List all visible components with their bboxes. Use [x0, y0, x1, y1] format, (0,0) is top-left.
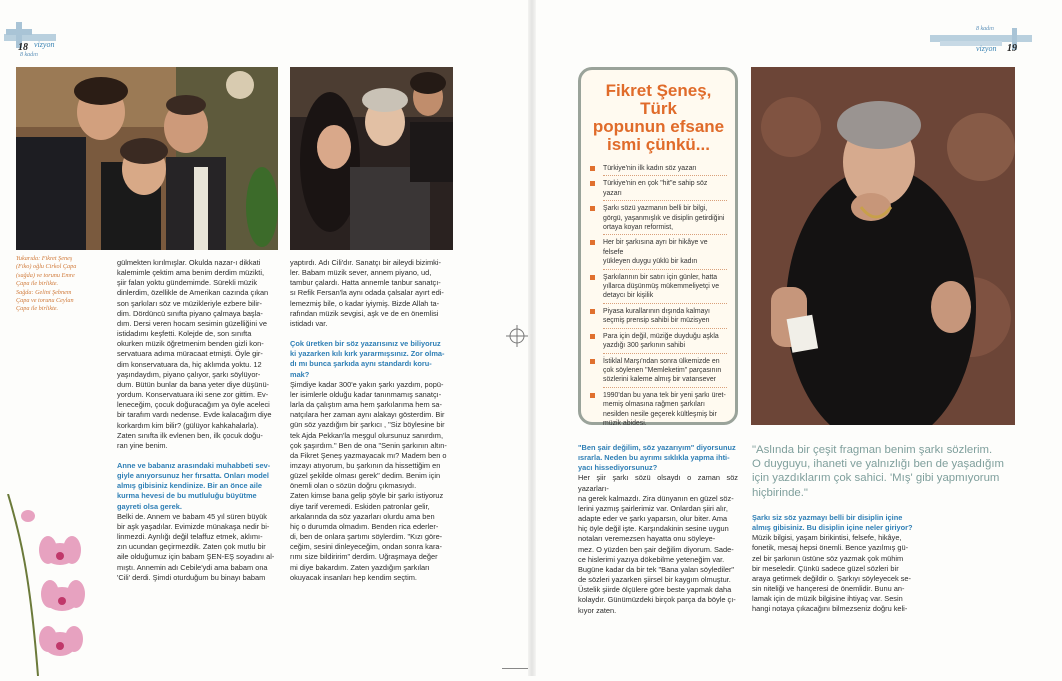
list-item: Şarkı sözü yazmanın belli bir bilgi, görgü, yaşanmışlık ve disiplin getirdiğini ortaya koyan reformist,: [590, 204, 727, 235]
interview-question: Anne ve babanız arasındaki muhabbeti sev- giyle anıyorsunuz her fırsatta. Onları model almış gibisiniz kendinize. Bir an önce aile kurma hevesi de bu mutluluğu büyütme gayreti olsa gerek.: [117, 460, 271, 511]
article-column-2: yaptırdı. Adı Cili'dır. Sanatçı bir aileydi bizimki- ler. Babam müzik sever, annem piyano, ud, tambur çalardı. Hatta annemle tanbur sanatçı- sı Refik Fersan'la aynı odada çalsalar ayırt edi- lemezmiş bile, o kadar iyiymiş. Bizde Allah ta- rafından müzik sevgisi, aşk ve de en önemlisi istidadı var. Çok üretken bir söz yazarısınız ve biliyoruz ki yazarken kılı kırk yararmışsınız. Zor olma- dı mı bunca şarkıda aynı standardı koru- mak? Şimdiye kadar 300'e yakın şarkı yazdım, popü- ler isimlerle olduğu kadar tanınmamış sanatçı- larla da çalıştım ama hem şarkılarıma hem sa- natçılara her zaman aynı alakayı gösterdim. Bir gün söz yazdığım bir şarkıcı , "Siz böylesine bir tek Ajda Pekkan'la meşgul olursunuz sanırdım, çok şaşırdım." Ben de ona "Senin şarkının altın- da Fikret Şeneş yazmayacak mı? Madem ben o imzayı atıyorum, bu şarkının da hissettiğim en güzel şekilde olması gerek" dedim. Benim için önemli olan o sözün doğru çıkmasıydı. Zaten kimse bana gelip şöyle bir şarkı istiyoruz diye tarif veremedi. Eskiden patronlar gelir, arkalarında da söz yazarları olurdu ama ben hiç o durumda olmadım. Benden rica ederler- di, ben de onlara şartımı söylerdim. "Kızı göre- ceğim, sesini dinleyeceğim, ondan sonra kara- rımı size bildiririm" derdim. Uğraşmaya değer mi diye bakardım. Zaten yazdığım şarkıları okuyacak insanları hep kendim seçtim.: [290, 258, 453, 583]
list-item: Her bir şarkısına ayrı bir hikâye ve felsefe yükleyen duygu yüklü bir kadın: [590, 238, 727, 269]
interview-question: "Ben şair değilim, söz yazarıyım" diyorsunuz ısrarla. Neden bu ayrımı sıklıkla yapma ihti- yacı hissediyorsunuz?: [578, 443, 736, 473]
spread-gutter: [528, 0, 536, 676]
bullet-square-icon: [590, 240, 595, 245]
list-item: Şarkılarının bir satırı için günler, hatta yıllarca düşünmüş mükemmeliyetçi ve detaycı bir kişilik: [590, 273, 727, 304]
photo-caption: Yukarıda: Fikret Şeneş (Fiko) oğlu Cirkol Çapa (sağda) ve torunu Emre Çapa ile birlikte. Sağda: Gelini Şebnem Çapa ve torunu Ceylan Çapa ile birlikte.: [16, 255, 77, 313]
bullet-square-icon: [590, 206, 595, 211]
brand-right: vizyon: [976, 44, 997, 53]
box-title: Fikret Şeneş, Türk popunun efsane ismi çünkü...: [592, 81, 725, 154]
bullet-square-icon: [590, 309, 595, 314]
bullet-square-icon: [590, 166, 595, 171]
bottom-marker: [502, 668, 528, 669]
registration-mark-icon: [506, 325, 528, 347]
brand-left: vizyon: [34, 40, 55, 49]
page-number-left: 18: [18, 42, 28, 53]
photo-portrait: [751, 67, 1015, 425]
bullet-square-icon: [590, 181, 595, 186]
pull-quote: "Aslında bir çeşit fragman benim şarkı sözlerim. O duyguyu, ihaneti ve yalnızlığı ben de yaşadığım için yazdıklarım çok sahici. 'Mış' gibi yapmıyorum hiçbirinde.": [752, 444, 1005, 499]
interview-question: Çok üretken bir söz yazarısınız ve biliyoruz ki yazarken kılı kırk yararmışsınız. Zor olma- dı mı bunca şarkıda aynı standardı koru- mak?: [290, 339, 445, 379]
photo-granddaughter: [290, 67, 453, 250]
brand-sub-right: 8 kadın: [976, 26, 994, 32]
photo-family-group: [16, 67, 278, 250]
bullet-square-icon: [590, 275, 595, 280]
article-column-3: "Ben şair değilim, söz yazarıyım" diyorsunuz ısrarla. Neden bu ayrımı sıklıkla yapma ihti- yacı hissediyorsunuz? Her şiir şarkı sözü olsaydı o zaman söz yazarları- na gerek kalmazdı. Zira dünyanın en güzel söz- lerini yazmış şairlerimiz var. Onlardan şiiri alır, adapte eder ve şarkı yaparsın, olur biter. Ama hiç öyle değil işte. Karşındakinin sesine uygun notaları veremezsen hayatta onu söyleye- mez. O yüzden ben şair değilim diyorum. Sade- ce hislerimi yazıya dökebilme yeteneğim var. Bugüne kadar da bir tek "Bana yalan söylediler" de sözleri yazarken şiirsel bir kaygım olmuştur. Üstelik şiirde ölçülere göre beste yapmak daha kolaydır. Günümüzdeki birçok parça da böyle çı- kıyor zaten.: [578, 443, 738, 615]
list-item: Türkiye'nin en çok "hit"e sahip söz yazarı: [590, 179, 727, 201]
brand-sub-left: 8 kadın: [20, 52, 38, 58]
page-number-right: 19: [1007, 43, 1017, 54]
header-left: [4, 18, 64, 60]
list-item: 1990'dan bu yana tek bir yeni şarkı üret- memiş olmasına rağmen şarkıları nesilden nesile geçerek kültleşmiş bir müzik abidesi.: [590, 391, 727, 429]
bullet-square-icon: [590, 359, 595, 364]
fact-box: [578, 67, 738, 425]
list-item: Piyasa kurallarının dışında kalmayı seçmiş prensip sahibi bir müzisyen: [590, 307, 727, 329]
bullet-square-icon: [590, 393, 595, 398]
list-item: İstiklal Marşı'ndan sonra ülkemizde en çok söylenen "Memleketim" parçasının sözlerini kaleme almış bir vatansever: [590, 357, 727, 388]
bullet-square-icon: [590, 334, 595, 339]
fact-list: [590, 164, 727, 428]
orchid-decoration: [0, 494, 104, 676]
header-right: [930, 26, 1040, 58]
article-column-4: Şarkı siz söz yazmayı belli bir disiplin içine almış gibisiniz. Bu disiplin içine neler giriyor? Müzik bilgisi, yaşam birikintisi, felsefe, hikâye, fonetik, mesaj hepsi önemli. Bence yazılmış gü- zel bir şarkının üstüne söz yazmak çok mühim bir meseledir. Çünkü sadece güzel sözleri bir araya getirmek değildir o. Şarkıyı söyleyecek se- sin niteliği ve hançeresi de önemlidir. Bunu an- lamak için de müzik bilgisine ihtiyaç var. Sesin hangi notaya çıkacağını bilmezseniz doğru keli-: [752, 513, 913, 614]
article-column-1: gülmekten kırılmışlar. Okulda nazar-ı dikkati kalemimle çektim ama benim derdim müzikti, şiir falan yoktu gündemimde. Sürekli müzik dinlerdim, özellikle de Amerikan cazında çıkan son şarkıları söz ve müzikleriyle ezbere bilir- dim. Dördüncü sınıfta piyano çalmaya başla- dım. Dersi veren hocam sesimin güzelliğini ve istidadımı keşfetti. Kolejde de, son sınıfta okurken müzik öğretmenim benden gizli kon- servatuara adıma müracaat etmişti. Öyle gir- dim konservatuara da, hiç aklımda yoktu. 12 yaşındaydım, piyano çalıyor, şarkı söylüyor- dum. Bütün bunlar da bana yeter diye düşünü- yordum. Konservatuara iki sene zor gittim. Ev- leneceğim, çocuk doğuracağım ya öyle aceleci bir tarafım vardı nedense. Evde kalacağım diye korkardım kim bilir? (gülüyor kahkahalarla). Zaten sınıfta ilk evlenen ben, ilk çocuk doğu- ran yine benim. Anne ve babanız arasındaki muhabbeti sev- giyle anıyorsunuz her fırsatta. Onları model almış gibisiniz kendinize. Bir an önce aile kurma hevesi de bu mutluluğu büyütme gayreti olsa gerek. Belki de. Annem ve babam 45 yıl süren büyük bir aşk yaşadılar. Evimizde münakaşa nedir bi- linmezdi. Ayrılığı değil telaffuz etmek, aklımı- zın ucundan geçirmezdik. Zaten çok mutlu bir aile olduğumuz için babam ŞEN-EŞ soyadını al- mıştı. Annemin adı Cebile'ydi ama babam ona 'Cili' derdi. Şimdi oturduğum bu binayı babam: [117, 258, 278, 583]
interview-question: Şarkı siz söz yazmayı belli bir disiplin içine almış gibisiniz. Bu disiplin içine neler giriyor?: [752, 513, 913, 533]
list-item: Türkiye'nin ilk kadın söz yazarı: [590, 164, 727, 176]
list-item: Para için değil, müziğe duyduğu aşkla yazdığı 300 şarkının sahibi: [590, 332, 727, 354]
